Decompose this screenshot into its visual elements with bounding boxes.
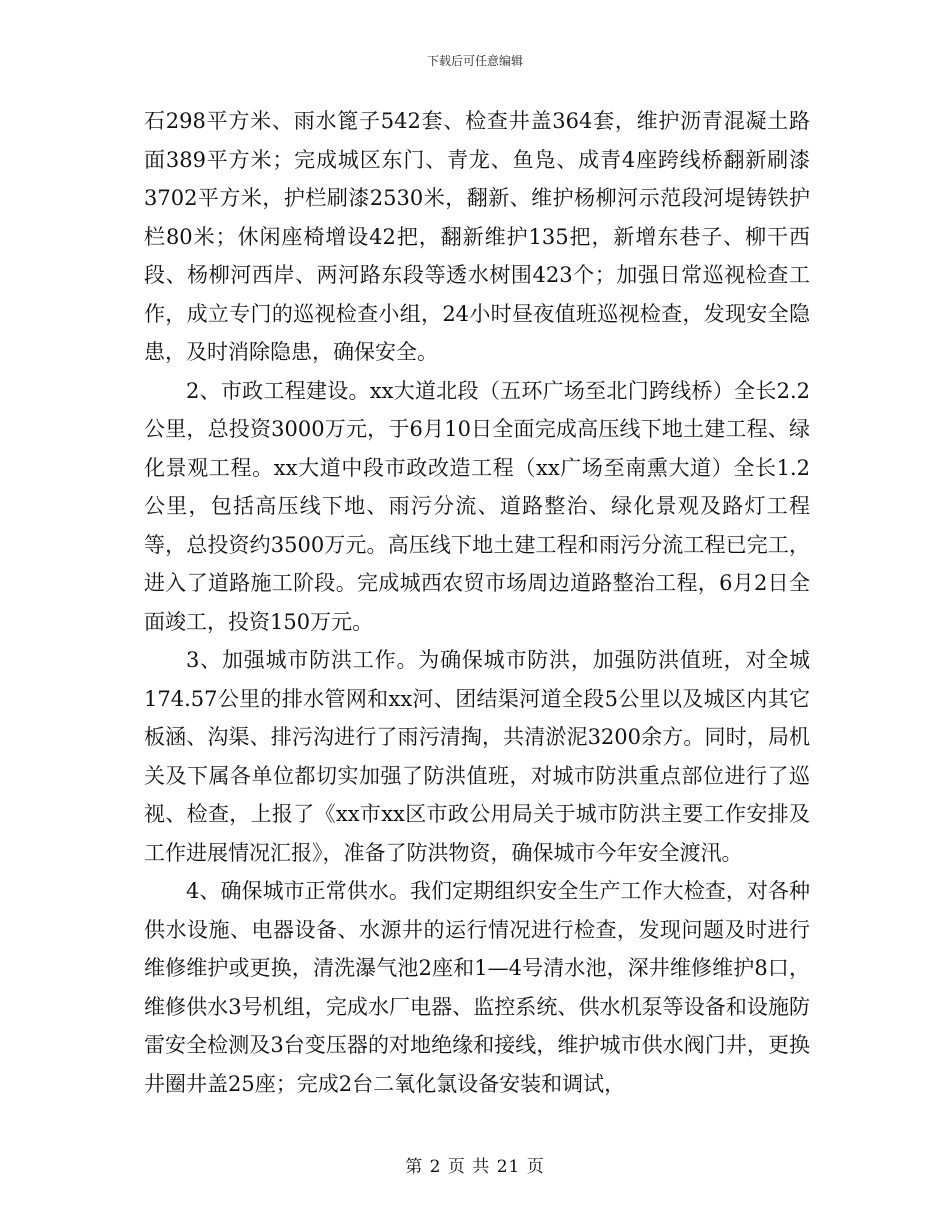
- paragraph-water-supply: 4、确保城市正常供水。我们定期组织安全生产工作大检查，对各种供水设施、电器设备、水源井的运行情况进行检查，发现问题及时进行维修维护或更换，清洗瀑气池2座和1—4号清水池，深井维修维护8口，维修供水3号机组，完成水厂电器、监控系统、供水机泵等设备和设施防雷安全检测及3台变压器的对地绝缘和接线，维护城市供水阀门井，更换井圈井盖25座；完成2台二氧化氯设备安装和调试，: [144, 879, 810, 1096]
- paragraph-continuation: 石298平方米、雨水篦子542套、检查井盖364套，维护沥青混凝土路面389平方米；完成城区东门、青龙、鱼凫、成青4座跨线桥翻新刷漆3702平方米，护栏刷漆2530米，翻新、维护杨柳河示范段河堤铸铁护栏80米；休闲座椅增设42把，翻新维护135把，新增东巷子、柳干西段、杨柳河西岸、两河路东段等透水树围423个；加强日常巡视检查工作，成立专门的巡视检查小组，24小时昼夜值班巡视检查，发现安全隐患，及时消除隐患，确保安全。: [144, 109, 810, 364]
- page-number-footer: 第 2 页 共 21 页: [405, 1157, 545, 1177]
- paragraph-flood-control: 3、加强城市防洪工作。为确保城市防洪，加强防洪值班，对全城174.57公里的排水管网和xx河、团结渠河道全段5公里以及城区内其它板涵、沟渠、排污沟进行了雨污清掏，共清淤泥3200余方。同时，局机关及下属各单位都切实加强了防洪值班，对城市防洪重点部位进行了巡视、检查，上报了《xx市xx区市政公用局关于城市防洪主要工作安排及工作进展情况汇报》，准备了防洪物资，确保城市今年安全渡汛。: [144, 648, 810, 865]
- document-body: [144, 102, 810, 1103]
- paragraph-municipal-engineering: 2、市政工程建设。xx大道北段（五环广场至北门跨线桥）全长2.2公里，总投资3000万元，于6月10日全面完成高压线下地土建工程、绿化景观工程。xx大道中段市政改造工程（xx广场至南熏大道）全长1.2公里，包括高压线下地、雨污分流、道路整治、绿化景观及路灯工程等，总投资约3500万元。高压线下地土建工程和雨污分流工程已完工，进入了道路施工阶段。完成城西农贸市场周边道路整治工程，6月2日全面竣工，投资150万元。: [144, 378, 810, 634]
- page-header-note: 下载后可任意编辑: [426, 54, 523, 68]
